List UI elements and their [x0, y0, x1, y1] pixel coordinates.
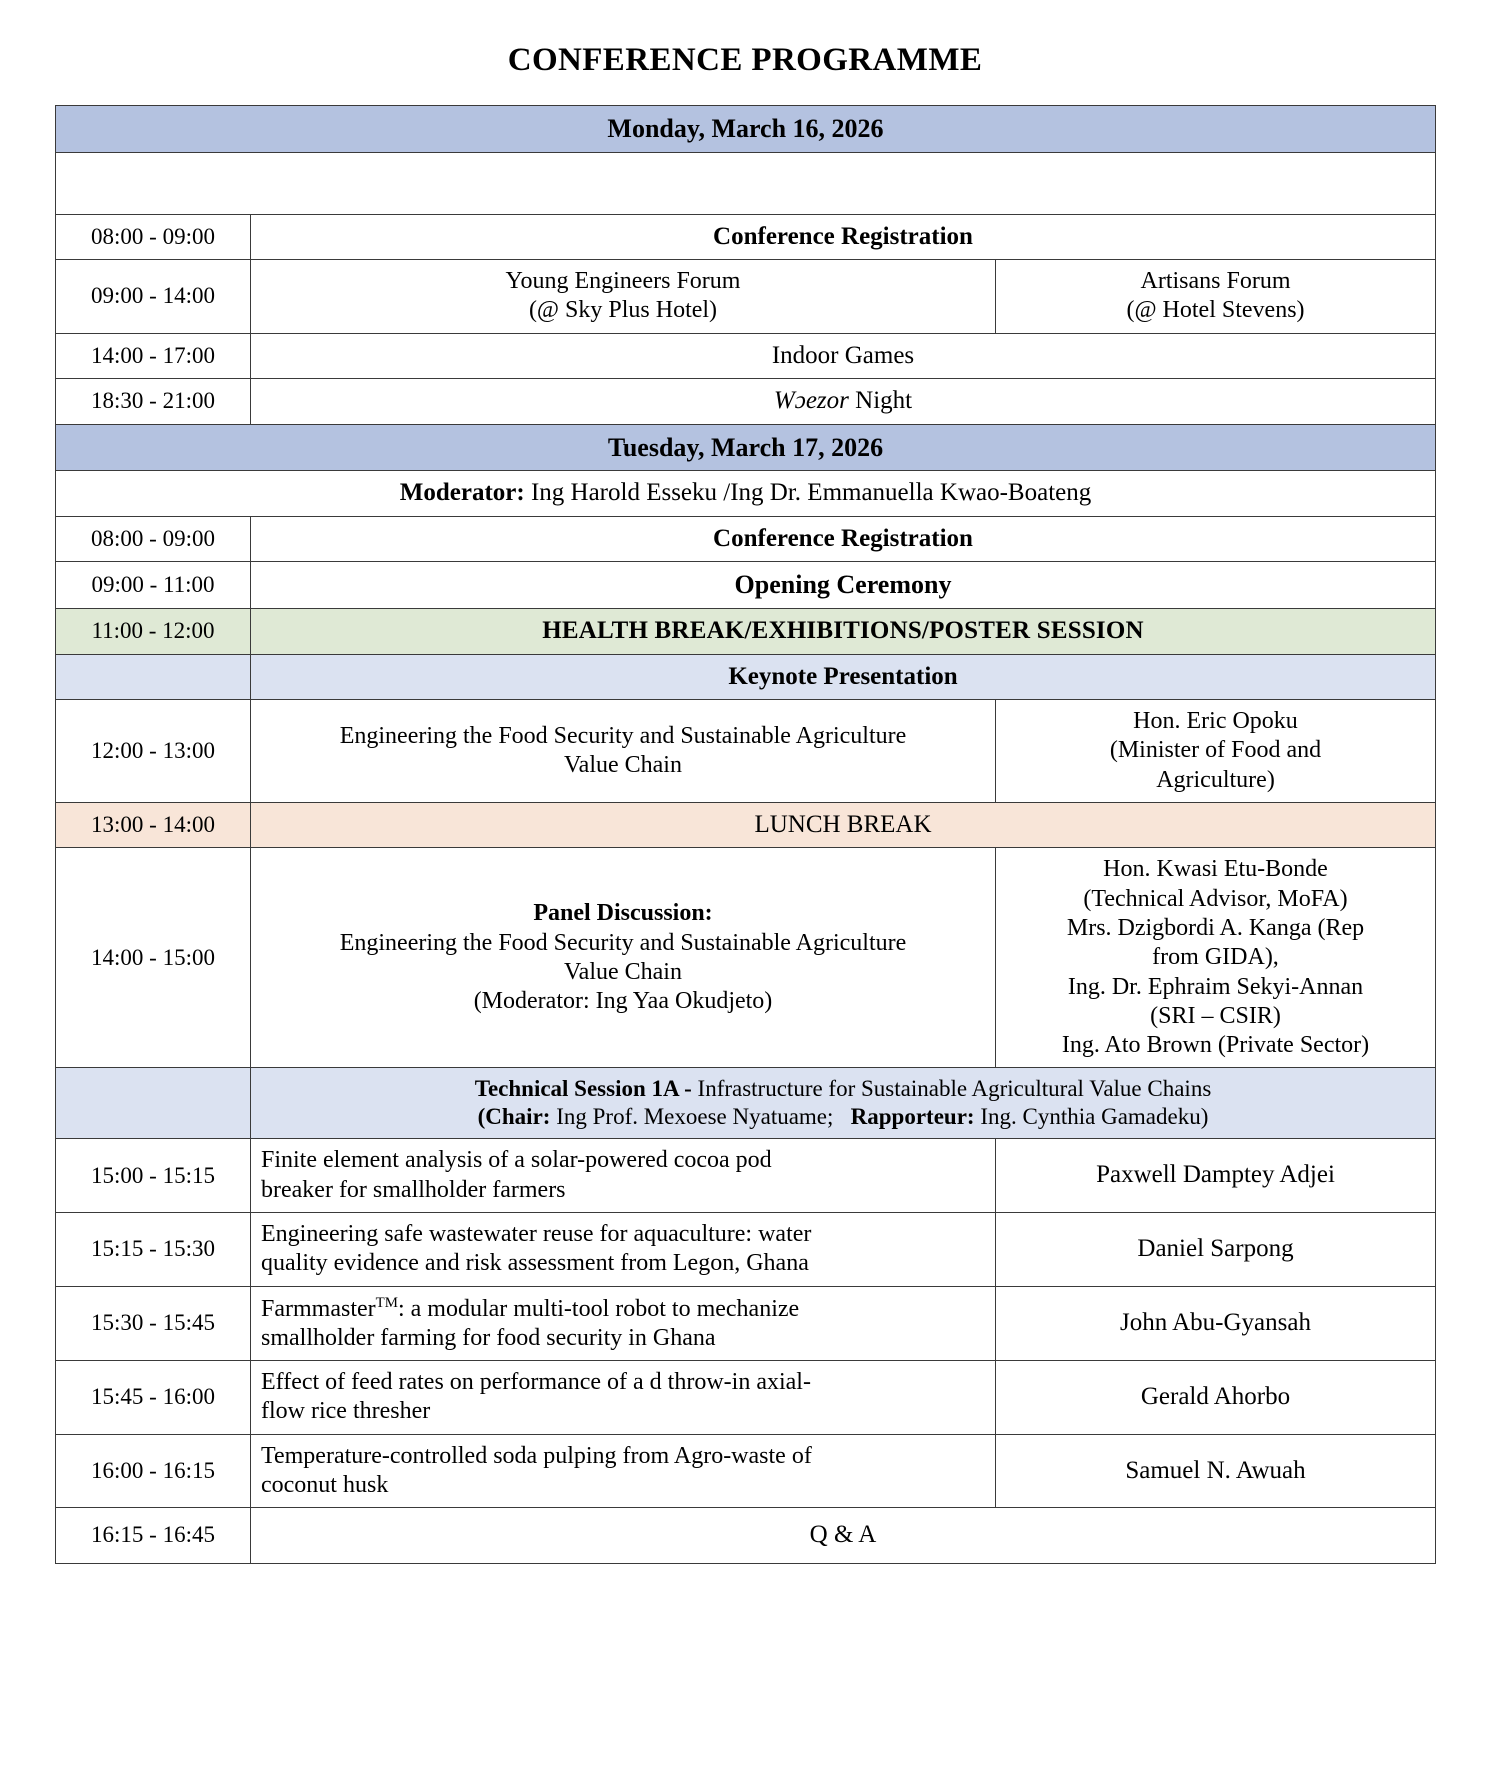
paper-5-title-line-2: coconut husk: [261, 1471, 389, 1498]
panellist-2-affiliation: from GIDA),: [1152, 944, 1279, 971]
monday-registration-row: [56, 214, 1436, 260]
panel-discussion-title-line-1: Engineering the Food Security and Sustainable Agriculture: [339, 929, 907, 956]
panellist-3-affiliation: (SRI – CSIR): [1150, 1002, 1281, 1029]
table-row: [56, 1212, 1436, 1286]
technical-session-header-time-spacer: [56, 1068, 251, 1139]
woezor-night-word: Night: [848, 387, 913, 415]
artisans-forum-venue: (@ Hotel Stevens): [1126, 297, 1305, 324]
technical-session-1a-header-cell: [251, 1068, 1436, 1139]
chair-label: (Chair:: [477, 1104, 551, 1130]
panellist-4: Ing. Ato Brown (Private Sector): [1061, 1032, 1370, 1059]
paper-4-title-line-2: flow rice thresher: [261, 1398, 431, 1425]
moderator-label: Moderator:: [399, 479, 525, 507]
keynote-speaker-title-line-1: (Minister of Food and: [1109, 737, 1322, 764]
rapporteur-label: Rapporteur:: [850, 1104, 975, 1130]
technical-session-1a-chairline: [261, 1103, 1425, 1131]
paper-4-title-line-1: Effect of feed rates on performance of a d throw-in axial-: [261, 1369, 811, 1396]
lunch-break-row: [56, 802, 1436, 848]
table-row: [56, 1139, 1436, 1213]
keynote-speaker-cell: [996, 700, 1436, 803]
young-engineers-forum-cell: [251, 260, 996, 334]
monday-indoor-games-row: [56, 333, 1436, 379]
paper-2-title-line-1: Engineering safe wastewater reuse for aquaculture: water: [261, 1220, 812, 1247]
panel-discussion-row: [56, 848, 1436, 1068]
paper-2-title-line-2: quality evidence and risk assessment from Legon, Ghana: [261, 1250, 809, 1277]
table-row: [56, 1286, 1436, 1361]
panel-discussion-main-cell: [251, 848, 996, 1068]
paper-2-author: Daniel Sarpong: [996, 1212, 1436, 1286]
tuesday-registration-time: 08:00 - 09:00: [56, 516, 251, 562]
monday-indoor-games-time: 14:00 - 17:00: [56, 333, 251, 379]
technical-session-1a-titleline: [261, 1075, 1425, 1103]
paper-3-title-cell: [251, 1286, 996, 1361]
panellist-2: Mrs. Dzigbordi A. Kanga (Rep: [1066, 915, 1365, 942]
technical-session-1a-header-row: [56, 1068, 1436, 1139]
young-engineers-forum-name: Young Engineers Forum: [505, 268, 741, 295]
woezor-italic-word: Wɔezor: [773, 387, 849, 415]
conference-programme-table: [55, 105, 1436, 1564]
technical-session-1a-theme: Infrastructure for Sustainable Agricultural Value Chains: [691, 1076, 1212, 1102]
keynote-title-line-2: Value Chain: [564, 752, 682, 779]
monday-blank-row: [56, 152, 1436, 214]
monday-woezor-night-label: [251, 379, 1436, 425]
keynote-presentation-header-row: [56, 654, 1436, 700]
monday-forums-time: 09:00 - 14:00: [56, 260, 251, 334]
paper-3-author: John Abu-Gyansah: [996, 1286, 1436, 1361]
health-break-label: HEALTH BREAK/EXHIBITIONS/POSTER SESSION: [251, 609, 1436, 655]
paper-1-author: Paxwell Damptey Adjei: [996, 1139, 1436, 1213]
health-break-row: [56, 609, 1436, 655]
artisans-forum-name: Artisans Forum: [1140, 268, 1291, 295]
panel-discussion-title-line-2: Value Chain: [564, 958, 682, 985]
artisans-forum-cell: [996, 260, 1436, 334]
keynote-title-cell: [251, 700, 996, 803]
paper-3-product-name: Farmmaster: [261, 1295, 376, 1322]
qa-label: Q & A: [251, 1508, 1436, 1564]
panel-discussion-moderator: (Moderator: Ing Yaa Okudjeto): [473, 988, 773, 1015]
rapporteur-name: Ing. Cynthia Gamadeku): [974, 1104, 1209, 1130]
tuesday-registration-row: [56, 516, 1436, 562]
panel-discussion-panellists-cell: [996, 848, 1436, 1068]
paper-1-title-line-2: breaker for smallholder farmers: [261, 1176, 566, 1203]
table-row: [56, 1434, 1436, 1508]
panellist-1-affiliation: (Technical Advisor, MoFA): [1083, 885, 1348, 912]
paper-3-title-rest: : a modular multi-tool robot to mechanize: [397, 1295, 800, 1322]
health-break-time: 11:00 - 12:00: [56, 609, 251, 655]
opening-ceremony-label: Opening Ceremony: [251, 562, 1436, 609]
keynote-header-time-spacer: [56, 654, 251, 700]
panel-discussion-time: 14:00 - 15:00: [56, 848, 251, 1068]
paper-3-time: 15:30 - 15:45: [56, 1286, 251, 1361]
monday-blank-cell: [56, 152, 1436, 214]
day-header-monday-label: Monday, March 16, 2026: [56, 106, 1436, 153]
monday-registration-label: Conference Registration: [251, 214, 1436, 260]
technical-session-1a-name: Technical Session 1A -: [474, 1076, 692, 1102]
monday-indoor-games-label: Indoor Games: [251, 333, 1436, 379]
paper-3-title-line-1: [261, 1294, 985, 1324]
paper-1-title-line-1: Finite element analysis of a solar-powered cocoa pod: [261, 1147, 772, 1174]
qa-time: 16:15 - 16:45: [56, 1508, 251, 1564]
tuesday-moderator-row: [56, 471, 1436, 517]
keynote-speaker-title-line-2: Agriculture): [1156, 766, 1275, 793]
panel-discussion-heading: Panel Discussion:: [533, 900, 713, 927]
paper-1-time: 15:00 - 15:15: [56, 1139, 251, 1213]
panellist-1: Hon. Kwasi Etu-Bonde: [1103, 856, 1328, 883]
trademark-symbol: TM: [375, 1294, 398, 1311]
paper-4-time: 15:45 - 16:00: [56, 1361, 251, 1435]
paper-2-time: 15:15 - 15:30: [56, 1212, 251, 1286]
page-title: CONFERENCE PROGRAMME: [507, 42, 983, 78]
chair-name: Ing Prof. Mexoese Nyatuame;: [550, 1104, 834, 1130]
paper-2-title-cell: [251, 1212, 996, 1286]
paper-3-title-line-2: smallholder farming for food security in Ghana: [261, 1324, 716, 1351]
lunch-break-time: 13:00 - 14:00: [56, 802, 251, 848]
monday-forums-row: [56, 260, 1436, 334]
day-header-tuesday-label: Tuesday, March 17, 2026: [56, 424, 1436, 471]
paper-5-title-line-1: Temperature-controlled soda pulping from Agro-waste of: [261, 1442, 812, 1469]
paper-1-title-cell: [251, 1139, 996, 1213]
tuesday-registration-label: Conference Registration: [251, 516, 1436, 562]
lunch-break-label: LUNCH BREAK: [251, 802, 1436, 848]
monday-woezor-night-row: [56, 379, 1436, 425]
keynote-row: [56, 700, 1436, 803]
moderator-names: Ing Harold Esseku /Ing Dr. Emmanuella Kwao-Boateng: [524, 479, 1092, 507]
paper-5-author: Samuel N. Awuah: [996, 1434, 1436, 1508]
young-engineers-forum-venue: (@ Sky Plus Hotel): [528, 297, 718, 324]
day-header-tuesday: [56, 424, 1436, 471]
keynote-time: 12:00 - 13:00: [56, 700, 251, 803]
panellist-3: Ing. Dr. Ephraim Sekyi-Annan: [1067, 973, 1364, 1000]
paper-5-time: 16:00 - 16:15: [56, 1434, 251, 1508]
opening-ceremony-time: 09:00 - 11:00: [56, 562, 251, 609]
keynote-title-line-1: Engineering the Food Security and Sustainable Agriculture: [339, 722, 907, 749]
table-row: [56, 1361, 1436, 1435]
paper-5-title-cell: [251, 1434, 996, 1508]
monday-woezor-night-time: 18:30 - 21:00: [56, 379, 251, 425]
qa-row: [56, 1508, 1436, 1564]
monday-registration-time: 08:00 - 09:00: [56, 214, 251, 260]
day-header-monday: [56, 106, 1436, 153]
tuesday-moderator-cell: [56, 471, 1436, 517]
paper-4-author: Gerald Ahorbo: [996, 1361, 1436, 1435]
opening-ceremony-row: [56, 562, 1436, 609]
paper-4-title-cell: [251, 1361, 996, 1435]
keynote-presentation-label: Keynote Presentation: [251, 654, 1436, 700]
keynote-speaker-name: Hon. Eric Opoku: [1133, 708, 1298, 735]
